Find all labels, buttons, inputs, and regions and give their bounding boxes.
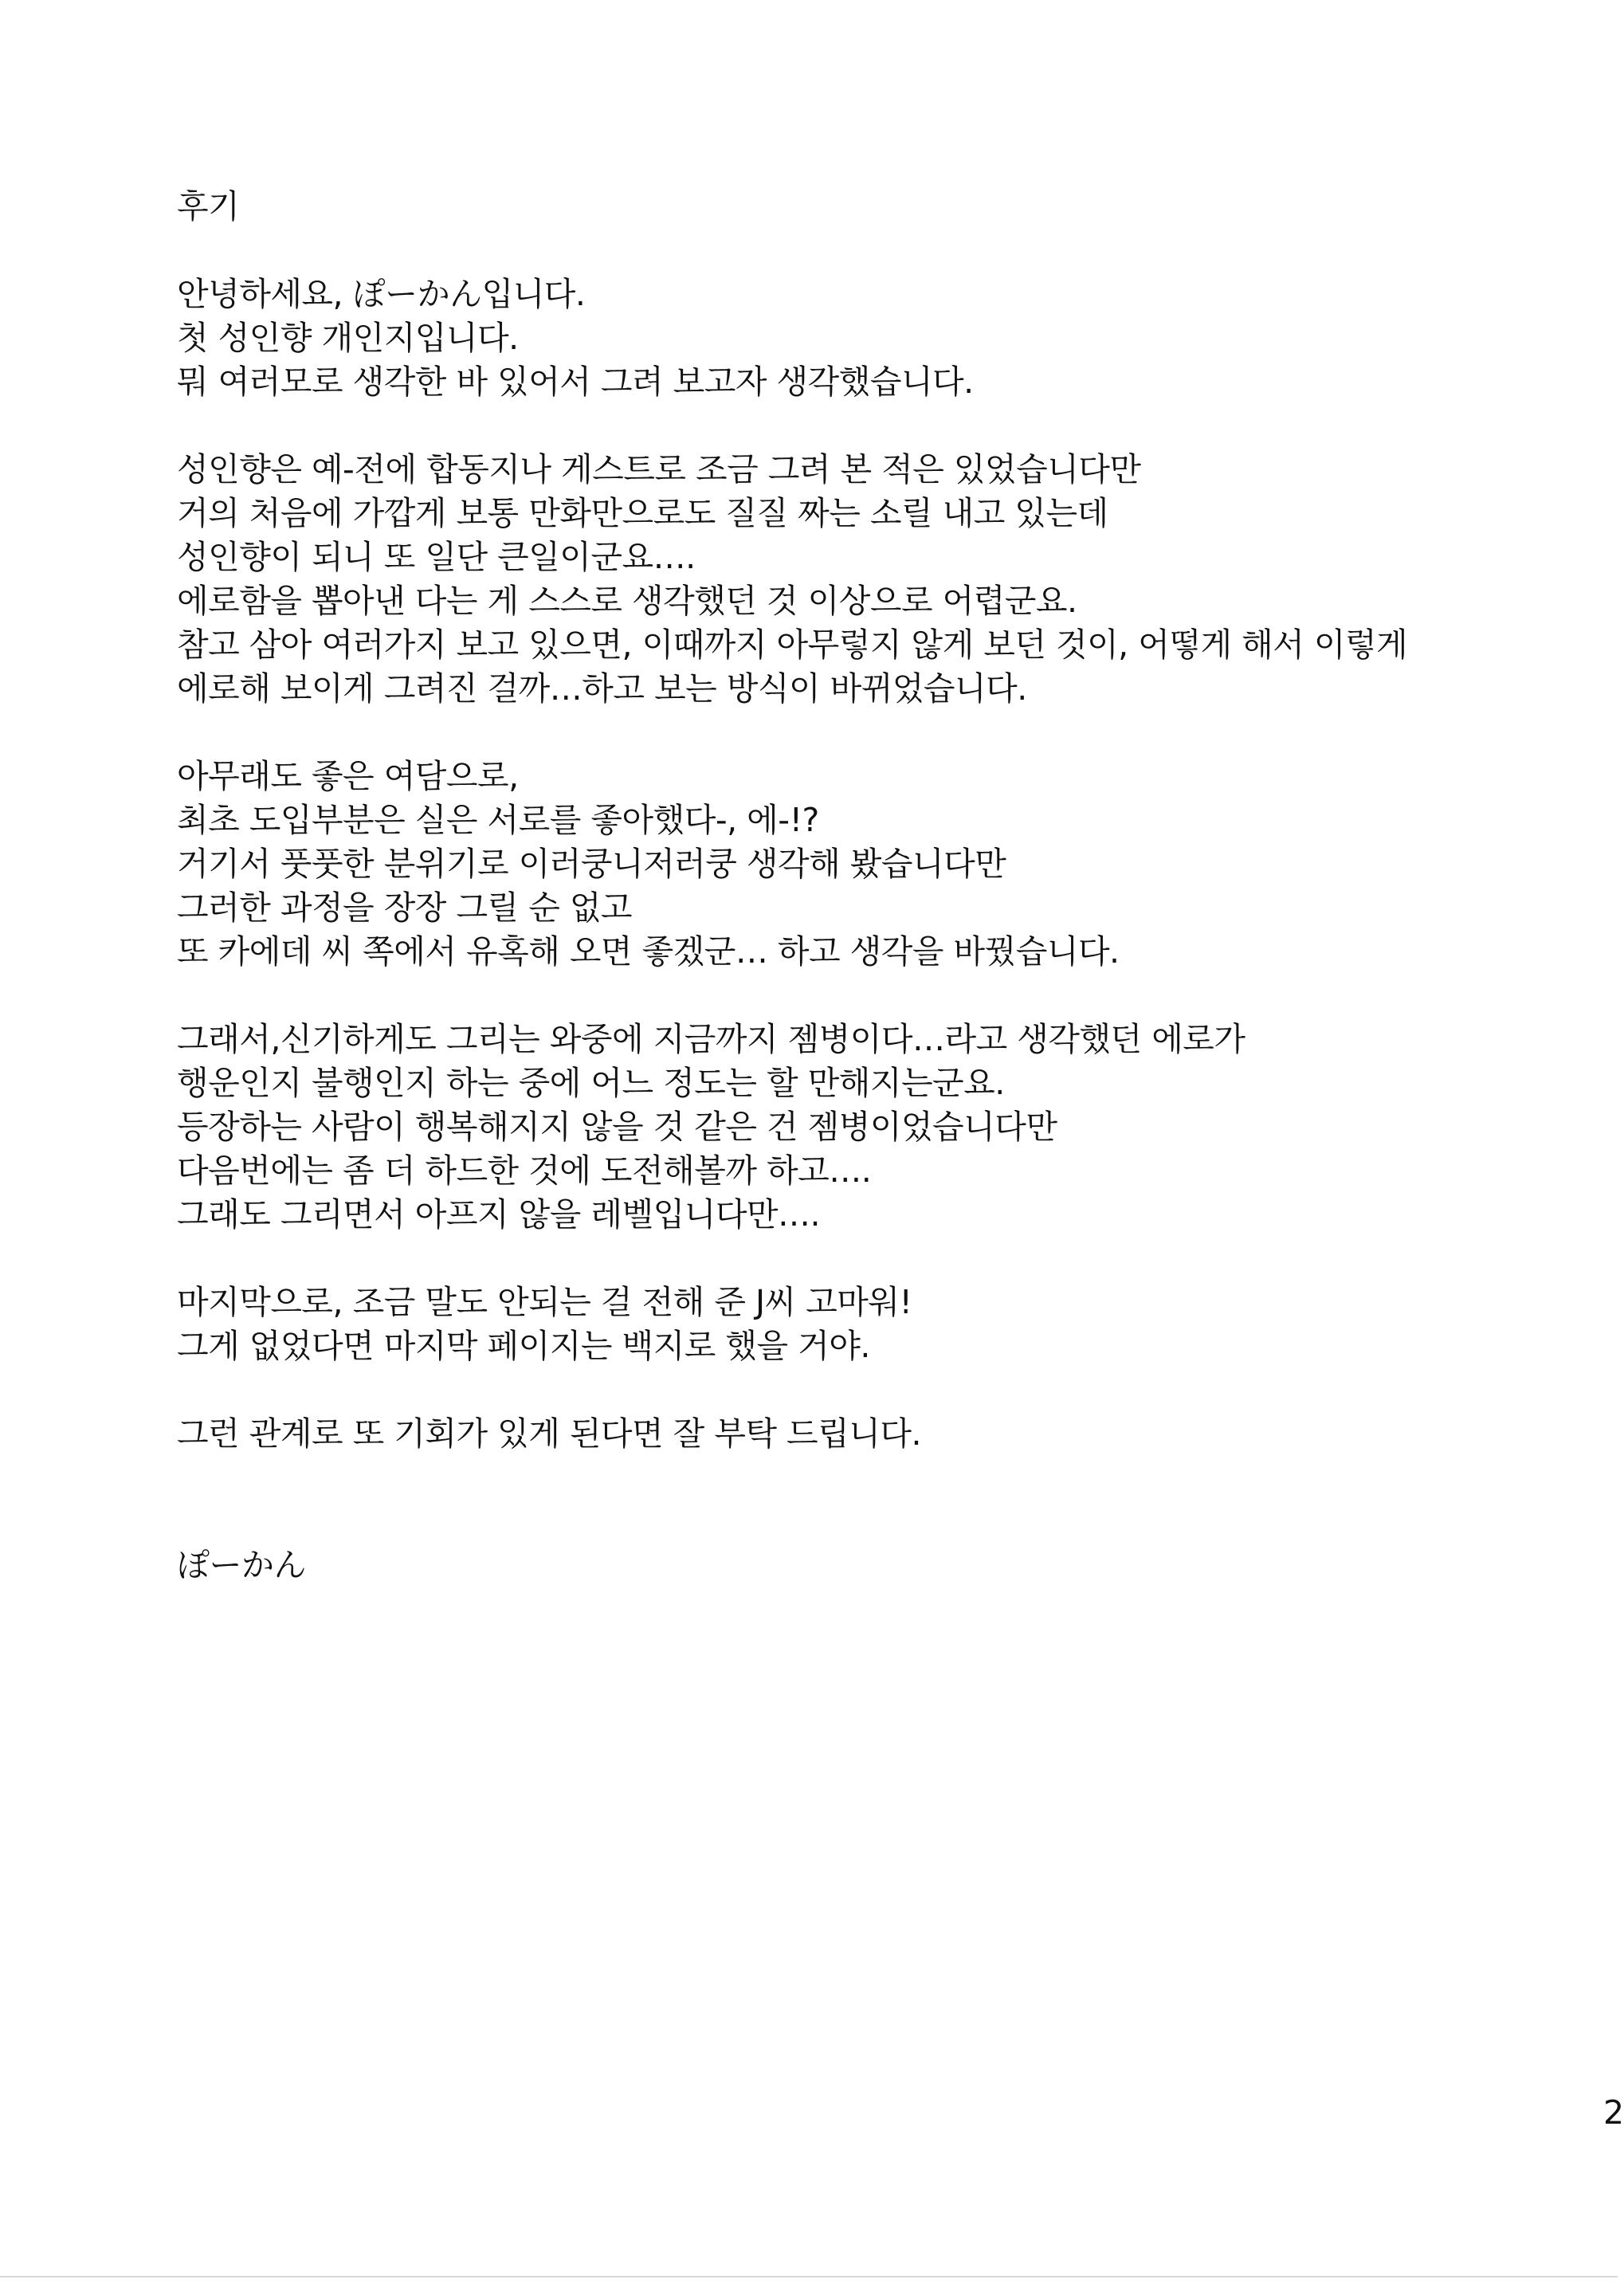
text-line: 아무래도 좋은 여담으로, <box>177 757 519 795</box>
closing-line: 그런 관계로 또 기회가 있게 된다면 잘 부탁 드립니다. <box>177 1414 922 1453</box>
text-line: 거의 처음에 가깝게 보통 만화만으로도 질질 짜는 소릴 내고 있는데 <box>177 494 1108 532</box>
page-title: 후기 <box>177 187 240 226</box>
paragraph-reflection <box>177 1018 1595 1237</box>
text-line: 참고 삼아 여러가지 보고 있으면, 이때까지 아무렇지 않게 보던 것이, 어떻게 해서 이렇게 <box>177 626 1408 664</box>
text-line: 등장하는 사람이 행복해지지 않을 것 같은 건 젬병이었습니다만 <box>177 1108 1057 1146</box>
text-line: 그게 없었다면 마지막 페이지는 백지로 했을 거야. <box>177 1327 870 1365</box>
paragraph-intro <box>177 273 1595 404</box>
text-line: 그래서,신기하게도 그리는 와중에 지금까지 젬병이다…라고 생각했던 에로가 <box>177 1020 1245 1058</box>
text-line: 에로해 보이게 그려진 걸까…하고 보는 방식이 바뀌었습니다. <box>177 669 1027 708</box>
text-line: 성인향이 되니 또 일단 큰일이군요…. <box>177 538 696 576</box>
text-line: 에로함을 뽑아낸 다는 게 스스로 생각했던 것 이상으로 어렵군요. <box>177 582 1077 620</box>
text-line: 거기서 풋풋한 분위기로 이러쿵니저러쿵 생각해 봤습니다만 <box>177 845 1006 883</box>
author-signature: ぽーかん <box>177 1546 306 1584</box>
paragraph-experience <box>177 448 1595 711</box>
text-line: 또 카에데 씨 쪽에서 유혹해 오면 좋겠군… 하고 생각을 바꿨습니다. <box>177 932 1120 971</box>
bottom-edge-rule <box>0 2276 1618 2277</box>
text-line: 행운인지 불행인지 하는 중에 어느 정도는 할 만해지는군요. <box>177 1064 1005 1102</box>
text-line: 그러한 과정을 장장 그릴 순 없고 <box>177 889 633 927</box>
text-line: 첫 성인향 개인지입니다. <box>177 319 519 357</box>
text-line: 마지막으로, 조금 말도 안되는 걸 전해 준 J씨 고마워! <box>177 1283 912 1321</box>
paragraph-aside <box>177 755 1595 974</box>
text-line: 최초 도입부분은 실은 서로를 좋아했다-, 에-!? <box>177 801 819 839</box>
text-line: 성인향은 예-전에 합동지나 게스트로 조금 그려 본 적은 있었습니다만 <box>177 450 1141 488</box>
text-line: 뭐 여러모로 생각한 바 있어서 그려 보고자 생각했습니다. <box>177 363 974 401</box>
text-line: 그래도 그리면서 아프지 않을 레벨입니다만…. <box>177 1195 821 1234</box>
paragraph-thanks <box>177 1281 1595 1368</box>
text-line: 안녕하세요, ぽーかん입니다. <box>177 275 586 313</box>
afterword-text <box>177 185 1595 1587</box>
page-number: 2 <box>1603 2093 1624 2132</box>
text-line: 다음번에는 좀 더 하드한 것에 도전해볼까 하고…. <box>177 1151 872 1190</box>
